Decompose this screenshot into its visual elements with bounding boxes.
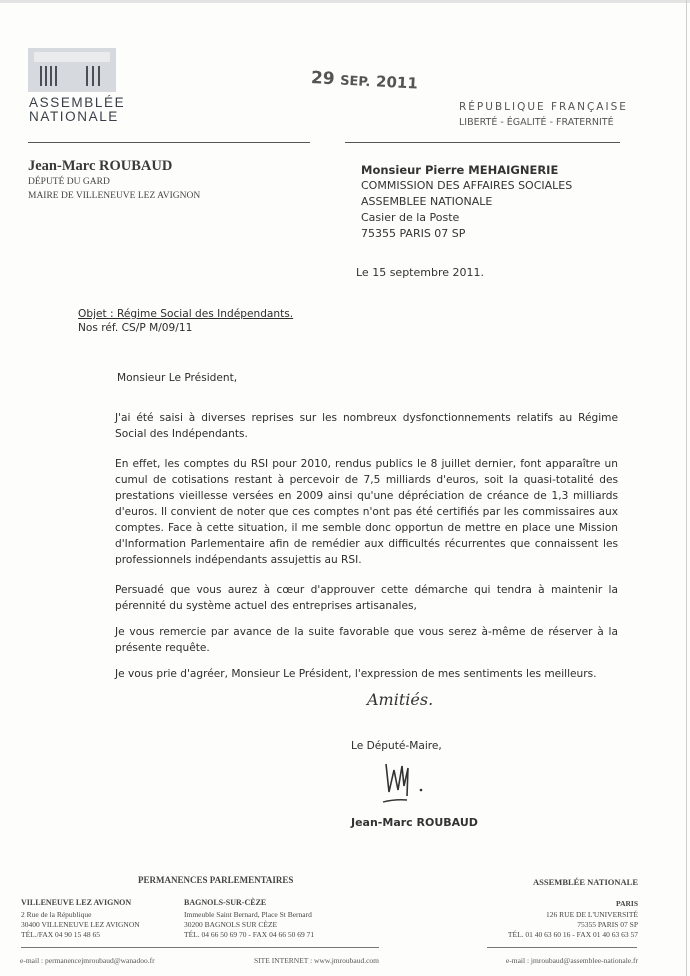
footer-rule-right — [487, 947, 637, 948]
assemblee-phone: TÉL. 01 40 63 60 16 - FAX 01 40 63 63 57 — [507, 930, 638, 939]
scan-top-edge — [0, 0, 690, 3]
villeneuve-phone: TÉL./FAX 04 90 15 48 65 — [21, 930, 101, 939]
email-assemblee-link[interactable]: e-mail : jmroubaud@assemblee-nationale.fr — [505, 956, 638, 965]
republic-motto: LIBERTÉ - ÉGALITÉ - FRATERNITÉ — [459, 117, 614, 128]
bagnols-city: 30200 BAGNOLS SUR CÈZE — [184, 920, 278, 929]
logo-column — [92, 66, 94, 86]
bagnols-title: BAGNOLS-SUR-CÈZE — [184, 898, 267, 907]
letter-paragraph: Je vous remercie par avance de la suite favorable que vous serez à-même de réserver à la présente requête. — [115, 626, 618, 654]
signature-icon — [380, 756, 430, 806]
logo-column — [45, 66, 47, 86]
republique-francaise: RÉPUBLIQUE FRANÇAISE — [459, 101, 628, 113]
signatory-name: Jean-Marc ROUBAUD — [351, 816, 478, 829]
villeneuve-title: VILLENEUVE LEZ AVIGNON — [21, 898, 132, 907]
sender-title-depute: DÉPUTÉ DU GARD — [28, 177, 110, 187]
email-permanence-link[interactable]: e-mail : permanencejmroubaud@wanadoo.fr — [20, 956, 155, 965]
villeneuve-address: 2 Rue de la République — [21, 910, 92, 919]
letter-reference: Nos réf. CS/P M/09/11 — [78, 322, 193, 334]
logo-column — [40, 66, 42, 86]
letter-subject: Objet : Régime Social des Indépendants. — [78, 308, 294, 320]
logo-column — [55, 66, 57, 86]
header-rule-right — [345, 142, 620, 143]
assemblee-logo-icon — [28, 48, 116, 92]
logo-pediment — [34, 52, 110, 62]
sender-name: Jean-Marc ROUBAUD — [28, 158, 173, 174]
stamp-month: SEP. — [339, 73, 371, 91]
logo-text-line1: ASSEMBLÉE — [29, 95, 126, 110]
letter-paragraph: Persuadé que vous aurez à cœur d'approuver cette démarche qui tendra à maintenir la pérennité du système actuel des entreprises artisanales, — [115, 584, 618, 612]
received-date-stamp — [310, 68, 418, 94]
scan-right-edge — [686, 0, 687, 976]
assemblee-postcode: 75355 PARIS 07 SP — [577, 920, 638, 929]
recipient-name: Monsieur Pierre MEHAIGNERIE — [361, 163, 559, 177]
letter-paragraph: En effet, les comptes du RSI pour 2010, rendus publics le 8 juillet dernier, font apparaître un cumul de cotisations restant à percevoir de 7,5 milliards d'euros, soit la quasi-totalité des prestations vieillesse versées en 2009 ainsi qu'une dépréciation de créance de 1,3 milliards d'euros. Il convient de noter que ces comptes n'ont pas été certifiés par les commissaires aux comptes. Face à cette situation, il me semble donc opportun de mettre en place une Mission d'Information Parlementaire afin de remédier aux difficultés récurrentes que connaissent les professionnels indépendants assujettis au RSI. — [115, 458, 618, 566]
bagnols-phone: TÉL. 04 66 50 69 70 - FAX 04 66 50 69 71 — [184, 930, 315, 939]
recipient-line2: ASSEMBLEE NATIONALE — [361, 195, 493, 208]
logo-column — [50, 66, 52, 86]
logo-column — [98, 66, 100, 86]
logo-text-line2: NATIONALE — [29, 109, 119, 124]
footer-rule-left — [21, 947, 379, 948]
permanences-title: PERMANENCES PARLEMENTAIRES — [138, 875, 294, 885]
assemblee-footer-title: ASSEMBLÉE NATIONALE — [533, 877, 638, 887]
villeneuve-city: 30400 VILLENEUVE LEZ AVIGNON — [21, 920, 140, 929]
recipient-line4: 75355 PARIS 07 SP — [361, 227, 466, 240]
website-link[interactable]: SITE INTERNET : www.jmroubaud.com — [254, 956, 379, 965]
recipient-line1: COMMISSION DES AFFAIRES SOCIALES — [361, 179, 573, 192]
recipient-line3: Casier de la Poste — [361, 211, 460, 224]
signatory-role: Le Député-Maire, — [351, 740, 442, 752]
sender-title-maire: MAIRE DE VILLENEUVE LEZ AVIGNON — [28, 191, 201, 201]
assemblee-address: 126 RUE DE L'UNIVERSITÉ — [546, 910, 638, 919]
assemblee-city: PARIS — [616, 899, 638, 908]
handwritten-amities: Amitiés. — [367, 690, 434, 709]
logo-column — [86, 66, 88, 86]
stamp-year: 2011 — [375, 72, 419, 93]
letter-paragraph: Je vous prie d'agréer, Monsieur Le Président, l'expression de mes sentiments les meilleurs. — [115, 668, 597, 680]
letter-salutation: Monsieur Le Président, — [117, 372, 238, 384]
stamp-day: 29 — [310, 68, 336, 90]
header-rule-left — [28, 142, 310, 143]
bagnols-address: Immeuble Saint Bernard, Place St Bernard — [184, 910, 312, 919]
letter-paragraph: J'ai été saisi à diverses reprises sur les nombreux dysfonctionnements relatifs au Régime Social des Indépendants. — [115, 412, 618, 440]
letter-date: Le 15 septembre 2011. — [356, 266, 484, 279]
